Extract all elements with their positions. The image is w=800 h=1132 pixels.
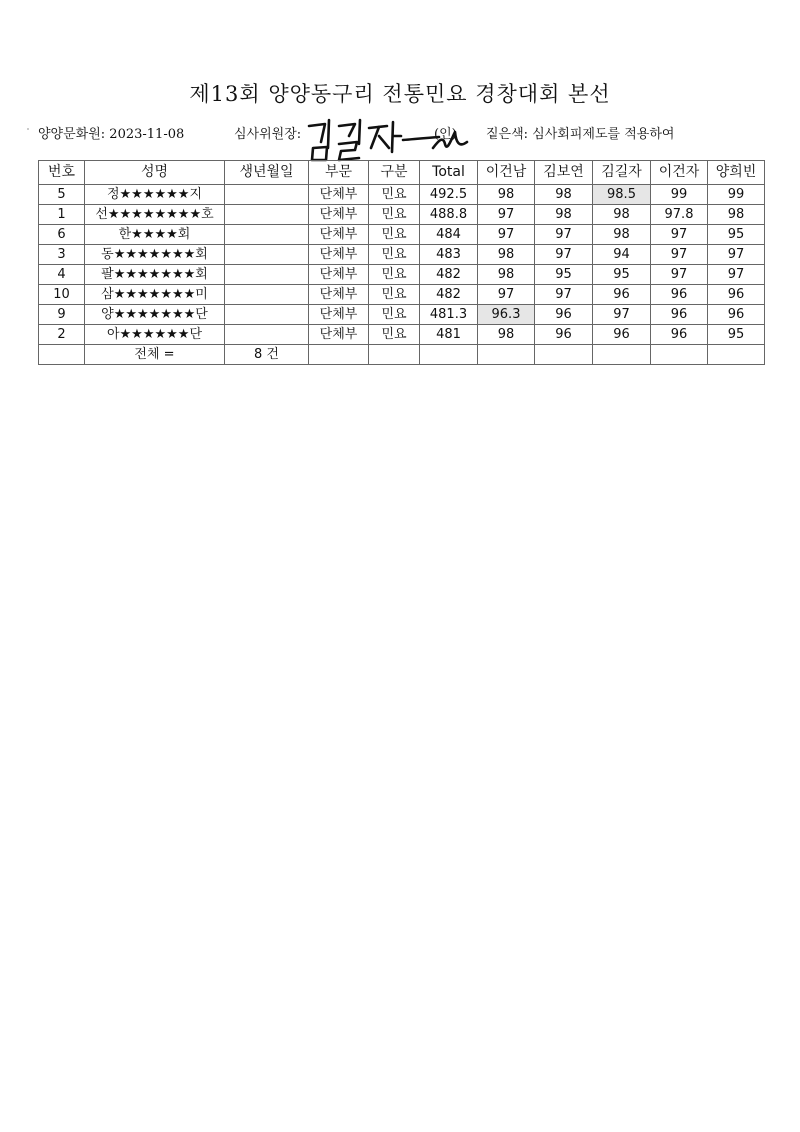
column-header: 이건남 — [478, 161, 535, 185]
table-cell: 484 — [420, 225, 478, 245]
table-cell: 96 — [651, 305, 708, 325]
table-cell: 96 — [535, 305, 593, 325]
footer-cell-blank — [309, 345, 369, 365]
table-cell: 단체부 — [309, 225, 369, 245]
footer-cell-blank — [420, 345, 478, 365]
table-cell: 97 — [593, 305, 651, 325]
table-cell: 동★★★★★★★회 — [85, 245, 225, 265]
table-cell: 단체부 — [309, 245, 369, 265]
table-cell: 95 — [708, 225, 765, 245]
table-cell: 96.3 — [478, 305, 535, 325]
column-header: 번호 — [39, 161, 85, 185]
table-cell — [225, 245, 309, 265]
table-cell: 단체부 — [309, 305, 369, 325]
table-cell — [225, 305, 309, 325]
table-cell: 민요 — [369, 285, 420, 305]
table-cell: 98 — [708, 205, 765, 225]
table-row — [39, 305, 765, 325]
table-cell: 482 — [420, 285, 478, 305]
table-cell — [225, 285, 309, 305]
table-cell: 98 — [593, 205, 651, 225]
table-cell: 97 — [651, 245, 708, 265]
table-cell: 95 — [593, 265, 651, 285]
table-cell: 4 — [39, 265, 85, 285]
table-cell: 삼★★★★★★★미 — [85, 285, 225, 305]
table-cell: 97 — [651, 225, 708, 245]
column-header: 김길자 — [593, 161, 651, 185]
results-table — [38, 160, 765, 365]
column-header: 양희빈 — [708, 161, 765, 185]
table-cell: 3 — [39, 245, 85, 265]
table-row — [39, 185, 765, 205]
table-cell: 96 — [708, 285, 765, 305]
table-cell: 98 — [478, 325, 535, 345]
table-cell: 481 — [420, 325, 478, 345]
table-cell: 단체부 — [309, 205, 369, 225]
table-cell: 97 — [478, 285, 535, 305]
table-cell: 2 — [39, 325, 85, 345]
table-cell: 아★★★★★★단 — [85, 325, 225, 345]
table-cell: 1 — [39, 205, 85, 225]
table-cell: 97 — [651, 265, 708, 285]
table-row — [39, 325, 765, 345]
table-cell: 94 — [593, 245, 651, 265]
footer-cell-blank — [651, 345, 708, 365]
table-cell — [225, 325, 309, 345]
footer-count: 8 건 — [225, 345, 309, 365]
table-cell: 483 — [420, 245, 478, 265]
table-cell: 단체부 — [309, 285, 369, 305]
table-cell: 97 — [708, 245, 765, 265]
table-cell: 96 — [651, 285, 708, 305]
table-cell: 민요 — [369, 245, 420, 265]
table-cell: 단체부 — [309, 185, 369, 205]
table-cell: 98 — [593, 225, 651, 245]
page-title: 제13회 양양동구리 전통민요 경창대회 본선 — [189, 82, 611, 106]
table-cell: 97 — [708, 265, 765, 285]
table-cell: 9 — [39, 305, 85, 325]
table-row — [39, 245, 765, 265]
table-cell — [225, 265, 309, 285]
table-cell: 단체부 — [309, 325, 369, 345]
table-cell: 97 — [535, 285, 593, 305]
table-cell: 민요 — [369, 305, 420, 325]
organization-date: 양양문화원: 2023-11-08 — [38, 127, 185, 142]
table-cell: 96 — [593, 325, 651, 345]
table-cell: 민요 — [369, 325, 420, 345]
table-row — [39, 225, 765, 245]
table-cell: 한★★★★회 — [85, 225, 225, 245]
table-cell: 99 — [708, 185, 765, 205]
table-row — [39, 285, 765, 305]
table-cell: 98 — [535, 185, 593, 205]
footer-cell-blank — [535, 345, 593, 365]
handwritten-signature — [305, 118, 470, 164]
seal-mark: (인) — [434, 127, 457, 142]
table-cell: 97.8 — [651, 205, 708, 225]
table-cell: 민요 — [369, 205, 420, 225]
table-footer-row — [39, 345, 765, 365]
column-header: 부문 — [309, 161, 369, 185]
judge-chair-label: 심사위원장: — [234, 127, 302, 142]
table-cell: 선★★★★★★★★호 — [85, 205, 225, 225]
table-cell: 99 — [651, 185, 708, 205]
scan-speck — [27, 128, 29, 130]
table-cell — [225, 205, 309, 225]
table-cell: 팔★★★★★★★회 — [85, 265, 225, 285]
table-cell: 97 — [478, 225, 535, 245]
table-cell: 정★★★★★★지 — [85, 185, 225, 205]
column-header: 구분 — [369, 161, 420, 185]
table-cell: 98.5 — [593, 185, 651, 205]
table-cell: 5 — [39, 185, 85, 205]
table-cell: 98 — [478, 265, 535, 285]
footer-total-label: 전체 = — [85, 345, 225, 365]
table-cell: 95 — [535, 265, 593, 285]
table-cell: 98 — [535, 205, 593, 225]
table-cell — [225, 225, 309, 245]
table-cell: 95 — [708, 325, 765, 345]
table-cell: 492.5 — [420, 185, 478, 205]
table-cell: 단체부 — [309, 265, 369, 285]
table-cell: 98 — [478, 185, 535, 205]
table-cell: 97 — [478, 205, 535, 225]
column-header: 이건자 — [651, 161, 708, 185]
table-cell: 96 — [708, 305, 765, 325]
footer-cell-blank — [478, 345, 535, 365]
footer-cell-blank — [369, 345, 420, 365]
footer-cell-blank — [708, 345, 765, 365]
table-cell — [225, 185, 309, 205]
table-cell: 6 — [39, 225, 85, 245]
table-cell: 97 — [535, 245, 593, 265]
table-cell: 482 — [420, 265, 478, 285]
table-cell: 481.3 — [420, 305, 478, 325]
table-cell: 96 — [651, 325, 708, 345]
shading-note: 짙은색: 심사회피제도를 적용하여 — [486, 127, 675, 142]
column-header: 김보연 — [535, 161, 593, 185]
table-cell: 민요 — [369, 185, 420, 205]
table-cell: 97 — [535, 225, 593, 245]
table-row — [39, 205, 765, 225]
table-header-row — [39, 161, 765, 185]
table-cell: 양★★★★★★★단 — [85, 305, 225, 325]
column-header: 성명 — [85, 161, 225, 185]
table-cell: 민요 — [369, 225, 420, 245]
table-cell: 10 — [39, 285, 85, 305]
table-row — [39, 265, 765, 285]
table-cell: 488.8 — [420, 205, 478, 225]
footer-cell-blank — [39, 345, 85, 365]
table-cell: 96 — [535, 325, 593, 345]
footer-cell-blank — [593, 345, 651, 365]
table-cell: 98 — [478, 245, 535, 265]
table-cell: 96 — [593, 285, 651, 305]
column-header: Total — [420, 161, 478, 185]
table-cell: 민요 — [369, 265, 420, 285]
column-header: 생년월일 — [225, 161, 309, 185]
